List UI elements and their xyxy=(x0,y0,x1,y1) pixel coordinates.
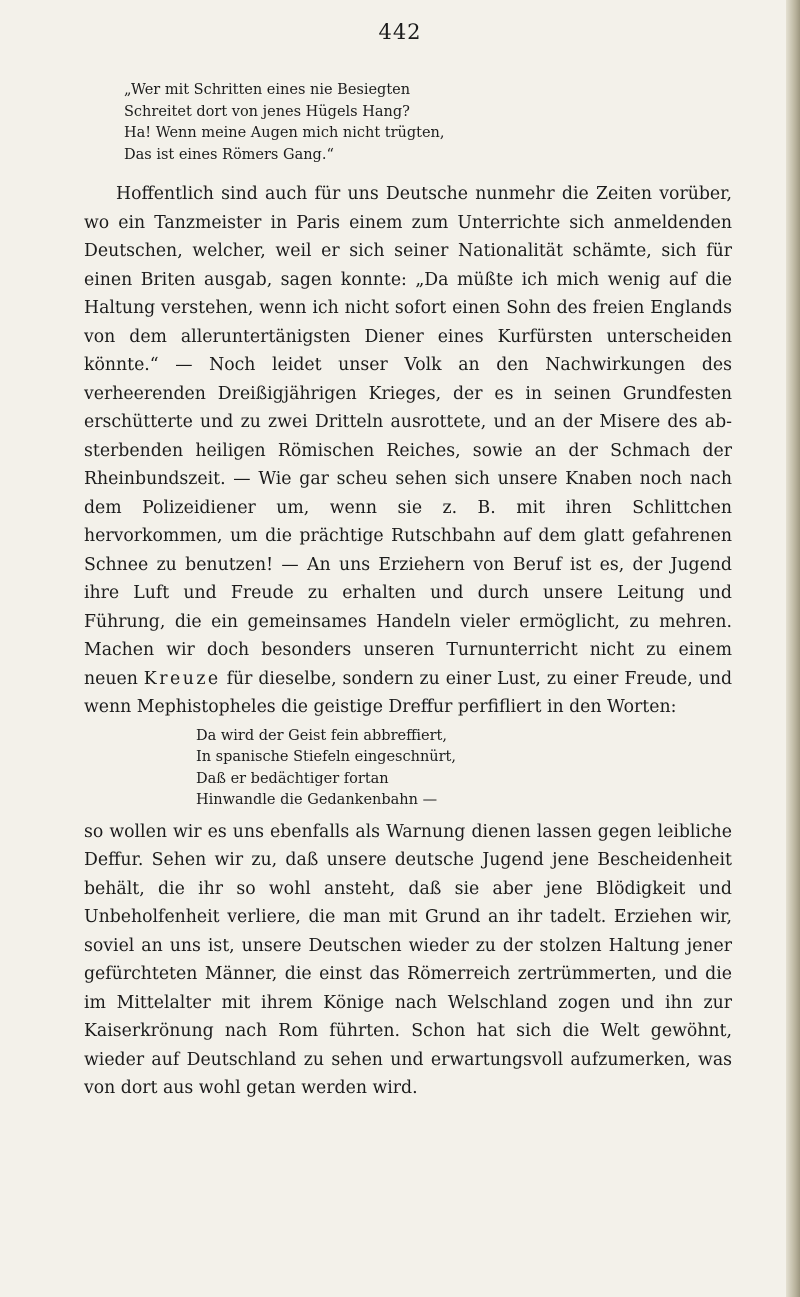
page-number: 442 xyxy=(378,20,422,44)
verse-line: Ha! Wenn meine Augen mich nicht trügten, xyxy=(124,125,445,141)
verse-line: Daß er bedächtiger fortan xyxy=(196,770,389,787)
paragraph-text-tail: für dieselbe, sondern zu einer Lust, zu einer Freude, und wenn Mephistopheles die geistige Dreffur perfifliert in den Worten: xyxy=(84,668,733,717)
verse-quote-roman xyxy=(124,80,732,166)
verse-line: Hinwandle die Gedankenbahn — xyxy=(196,792,438,808)
verse-line: „Wer mit Schritten eines nie Besiegten xyxy=(124,82,411,98)
page-content xyxy=(84,80,732,1103)
body-paragraph: so wollen wir es uns ebenfalls als Warnung dienen lassen gegen leibliche Deffur. Sehen wir zu, daß unsere deutsche Jugend jene Bescheidenheit behält, die ihr so wohl ansteht, daß sie aber jene Blödigkeit und Unbeholfenheit verliere, die man mit Grund an ihr tadelt. Erziehen wir, soviel an uns ist, unsere Deutschen wieder zu der stolzen Haltung jener gefürchteten Männer, die einst das Römerreich zertrümmerten, und die im Mittelalter mit ihrem Könige nach Welschland zogen und ihn zur Kaiserkrönung nach Rom führten. Schon hat sich die Welt gewöhnt, wieder auf Deutschland zu sehen und erwartungsvoll aufzumerken, was von dort aus wohl getan werden wird. xyxy=(84,821,732,1098)
verse-quote-mephistopheles xyxy=(196,726,732,812)
verse-line: In spanische Stiefeln eingeschnürt, xyxy=(196,749,456,765)
page-spine-shadow xyxy=(786,0,800,1297)
body-paragraph xyxy=(84,180,732,722)
verse-line: Schreitet dort von jenes Hügels Hang? xyxy=(124,103,410,120)
verse-line: Da wird der Geist fein abbreffiert, xyxy=(196,727,447,744)
verse-line: Das ist eines Römers Gang.“ xyxy=(124,146,334,163)
emphasized-word: Kreuze xyxy=(143,668,221,689)
paragraph-text: Hoffentlich sind auch für uns Deutsche nunmehr die Zeiten vorüber, wo ein Tanzmeister in Paris einem zum Unterrichte sich anmeldenden Deutschen, welcher, weil er sich seiner Nationalität schämte, sich für einen Briten ausgab, sagen konnte: „Da müßte ich mich wenig auf die Haltung verstehen, wenn ich nicht sofort einen Sohn des freien Englands von dem alleruntertänigsten Diener eines Kurfürsten unterscheiden könnte.“ — Noch leidet unser Volk an den Nachwirkungen des verheerenden Dreißigjährigen Krieges, der es in seinen Grundfesten erschütterte und zu zwei Dritteln ausrottete, und an der Misere des absterbenden heiligen Römischen Reiches, sowie an der Schmach der Rheinbundszeit. — Wie gar scheu sehen sich unsere Knaben noch nach dem Polizeidiener um, wenn sie z. B. mit ihren Schlittchen hervorkommen, um die prächtige Rutschbahn auf dem glatt gefahrenen Schnee zu benutzen! — An uns Erziehern von Beruf ist es, der Jugend ihre Luft und Freude zu erhalten und durch unsere Leitung und Führung, die ein gemeinsames Handeln vieler ermöglicht, zu mehren. Machen wir doch besonders unseren Turnunterricht nicht zu einem neuen xyxy=(84,184,732,689)
